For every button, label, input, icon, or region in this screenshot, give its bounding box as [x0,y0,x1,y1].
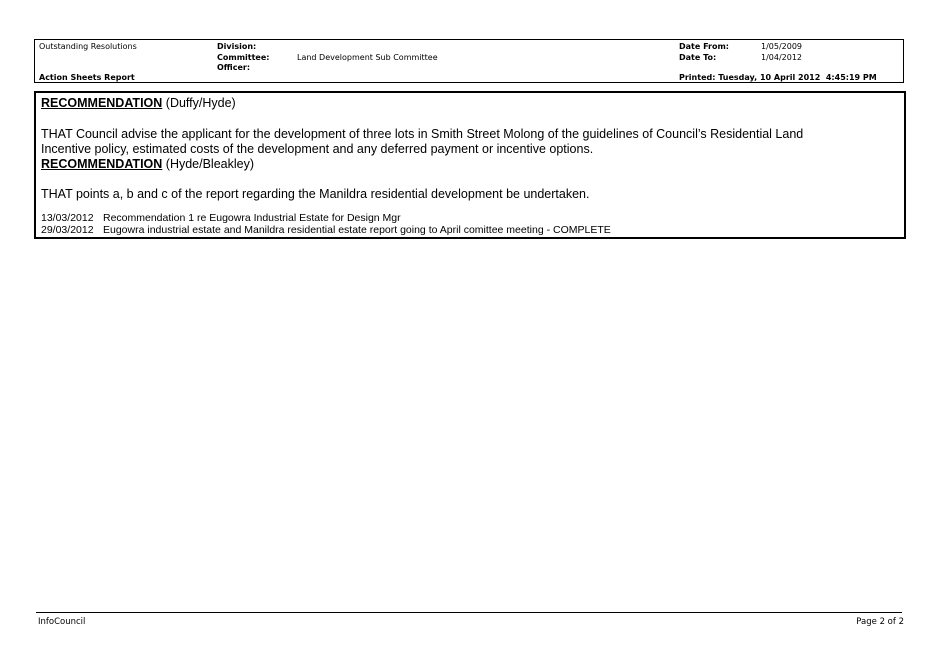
footer-app-name: InfoCouncil [38,617,86,627]
date-to-value: 1/04/2012 [761,53,803,62]
action-notes [41,212,900,236]
division-label: Division: [217,42,257,51]
recommendation-text [41,187,900,202]
officer-label: Officer: [217,63,251,72]
recommendation-title: RECOMMENDATION [41,96,163,110]
date-to-label: Date To: [679,53,717,62]
date-from-label: Date From: [679,42,730,51]
recommendation-text [41,127,900,157]
recommendation-heading [41,157,900,172]
recommendation-text-line: Incentive policy, estimated costs of the development and any deferred payment or incentive options. [41,142,594,156]
resolution-body [34,91,906,239]
recommendation-movers: (Hyde/Bleakley) [165,157,255,171]
recommendation-movers: (Duffy/Hyde) [165,96,236,110]
action-note [41,224,900,236]
committee-value: Land Development Sub Committee [297,53,438,62]
recommendation-text-line: THAT points a, b and c of the report regarding the Manildra residential development be undertaken. [41,187,590,201]
committee-label: Committee: [217,53,270,62]
recommendation-title: RECOMMENDATION [41,157,163,171]
action-note [41,212,900,224]
report-category: Outstanding Resolutions [39,42,137,51]
printed-line [679,72,877,83]
printed-label: Printed: [679,73,716,82]
note-date: 13/03/2012 [41,212,94,224]
note-date: 29/03/2012 [41,224,94,236]
footer-page-number: Page 2 of 2 [856,617,904,627]
note-text: Eugowra industrial estate and Manildra residential estate report going to April comittee meeting - COMPLETE [103,224,611,236]
report-name: Action Sheets Report [39,73,135,82]
report-header [34,39,904,83]
footer-divider [36,612,902,613]
date-from-value: 1/05/2009 [761,42,803,51]
printed-value: Tuesday, 10 April 2012 4:45:19 PM [718,73,877,82]
recommendation-heading [41,96,900,111]
recommendation-text-line: THAT Council advise the applicant for the development of three lots in Smith Street Molong of the guidelines of Council’s Residential Land [41,127,804,141]
note-text: Recommendation 1 re Eugowra Industrial Estate for Design Mgr [103,212,401,224]
